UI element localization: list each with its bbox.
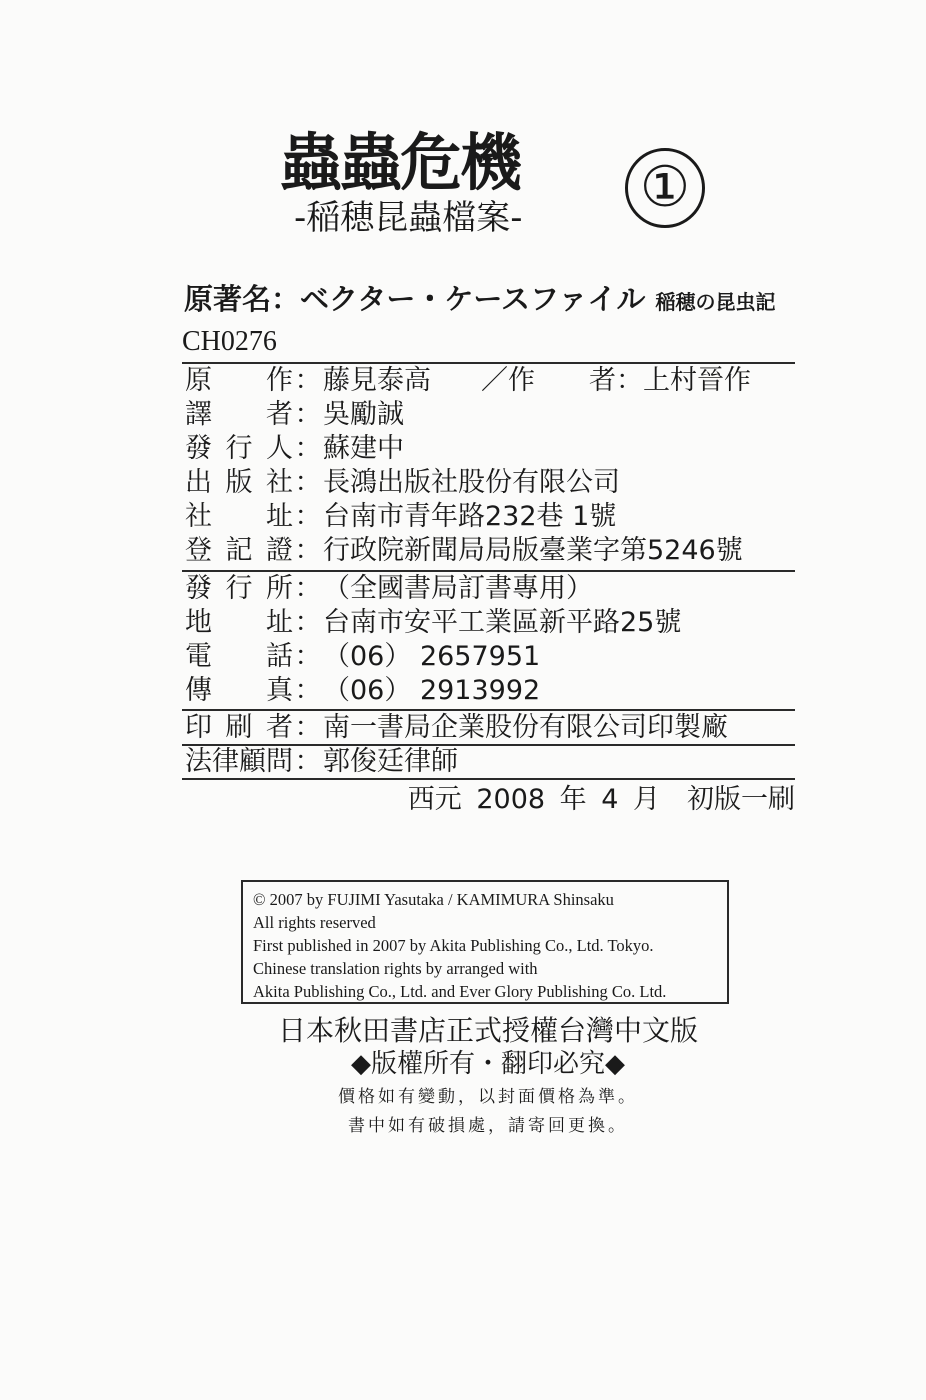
- volume-number: ①: [625, 148, 705, 228]
- divider: [182, 570, 795, 572]
- row-value: 南一書局企業股份有限公司印製廠: [323, 712, 728, 743]
- row-colon: ：: [294, 365, 322, 396]
- row-colon: ：: [294, 573, 322, 604]
- row-colon: ：: [294, 607, 322, 638]
- row-colon: ：: [294, 501, 322, 532]
- divider: [182, 709, 795, 711]
- row-value: 吳勵誠: [323, 399, 404, 430]
- row-value: （06） 2913992: [323, 675, 541, 706]
- row-label: 原作: [185, 365, 293, 396]
- row-label: 印刷者: [185, 712, 293, 743]
- row-value: （全國書局訂書專用）: [323, 573, 593, 604]
- colophon-row: [185, 467, 620, 498]
- row-value: 蘇建中: [323, 433, 404, 464]
- row-colon: ：: [294, 746, 322, 777]
- book-title: 蟲蟲危機: [280, 126, 521, 199]
- authorization-statement: 日本秋田書店正式授權台灣中文版: [277, 1014, 698, 1047]
- row-value: 行政院新聞局局版臺業字第5246號: [323, 535, 743, 566]
- row-colon: ：: [294, 641, 322, 672]
- row-value: （06） 2657951: [323, 641, 541, 672]
- original-title: [184, 282, 776, 319]
- colophon-row: [185, 573, 593, 604]
- book-subtitle: -稲穂昆蟲檔案-: [294, 198, 523, 238]
- original-title-text: 原著名：ベクター・ケースファイル: [184, 282, 646, 316]
- colophon-row: [185, 433, 404, 464]
- row-colon: ：: [294, 675, 322, 706]
- colophon-row: [185, 712, 728, 743]
- colophon-row: [185, 675, 540, 706]
- copyright-line: Akita Publishing Co., Ltd. and Ever Glory Publishing Co. Ltd.: [253, 982, 667, 1001]
- divider: [182, 744, 795, 746]
- copyright-line: © 2007 by FUJIMI Yasutaka / KAMIMURA Shinsaku: [253, 890, 614, 909]
- row-colon: ：: [294, 712, 322, 743]
- row-label: 登記證: [185, 535, 293, 566]
- row-label: 譯者: [185, 399, 293, 430]
- book-code: CH0276: [182, 326, 277, 357]
- original-title-small: 稲穂の昆虫記: [655, 290, 776, 314]
- row-colon: ：: [294, 467, 322, 498]
- price-note: 價格如有變動，以封面價格為準。: [338, 1087, 638, 1107]
- colophon-row: [185, 501, 616, 532]
- copyright-line: Chinese translation rights by arranged with: [253, 959, 538, 978]
- row-value: 藤見泰高: [323, 365, 431, 396]
- rights-statement: ◆版權所有・翻印必究◆: [351, 1049, 625, 1079]
- damage-note: 書中如有破損處，請寄回更換。: [348, 1116, 628, 1136]
- colophon-row: [185, 399, 404, 430]
- row-label: 地址: [185, 607, 293, 638]
- colophon-row: [185, 365, 751, 396]
- row-colon: ：: [294, 433, 322, 464]
- row-value: 長鴻出版社股份有限公司: [323, 467, 620, 498]
- colophon-row: [185, 535, 743, 566]
- row-label: 電話: [185, 641, 293, 672]
- row-value: 郭俊廷律師: [323, 746, 458, 777]
- colophon-row: [185, 641, 540, 672]
- row-label: 出版社: [185, 467, 293, 498]
- copyright-line: All rights reserved: [253, 913, 376, 932]
- publication-date: 西元 2008 年 4 月 初版一刷: [407, 784, 795, 815]
- row-label: 發行人: [185, 433, 293, 464]
- colophon-row: [185, 607, 681, 638]
- row-label: 法律顧問: [185, 746, 293, 777]
- colophon-row: [185, 746, 458, 777]
- divider: [182, 362, 795, 364]
- divider: [182, 778, 795, 780]
- row-label: 社址: [185, 501, 293, 532]
- row-colon: ：: [294, 399, 322, 430]
- row-extra: ／作 者：上村晉作: [481, 365, 751, 396]
- row-value: 台南市安平工業區新平路25號: [323, 607, 682, 638]
- row-label: 發行所: [185, 573, 293, 604]
- copyright-line: First published in 2007 by Akita Publishing Co., Ltd. Tokyo.: [253, 936, 654, 955]
- copyright-box: [241, 880, 729, 1004]
- row-value: 台南市青年路232巷 1號: [323, 501, 617, 532]
- row-label: 傳真: [185, 675, 293, 706]
- row-colon: ：: [294, 535, 322, 566]
